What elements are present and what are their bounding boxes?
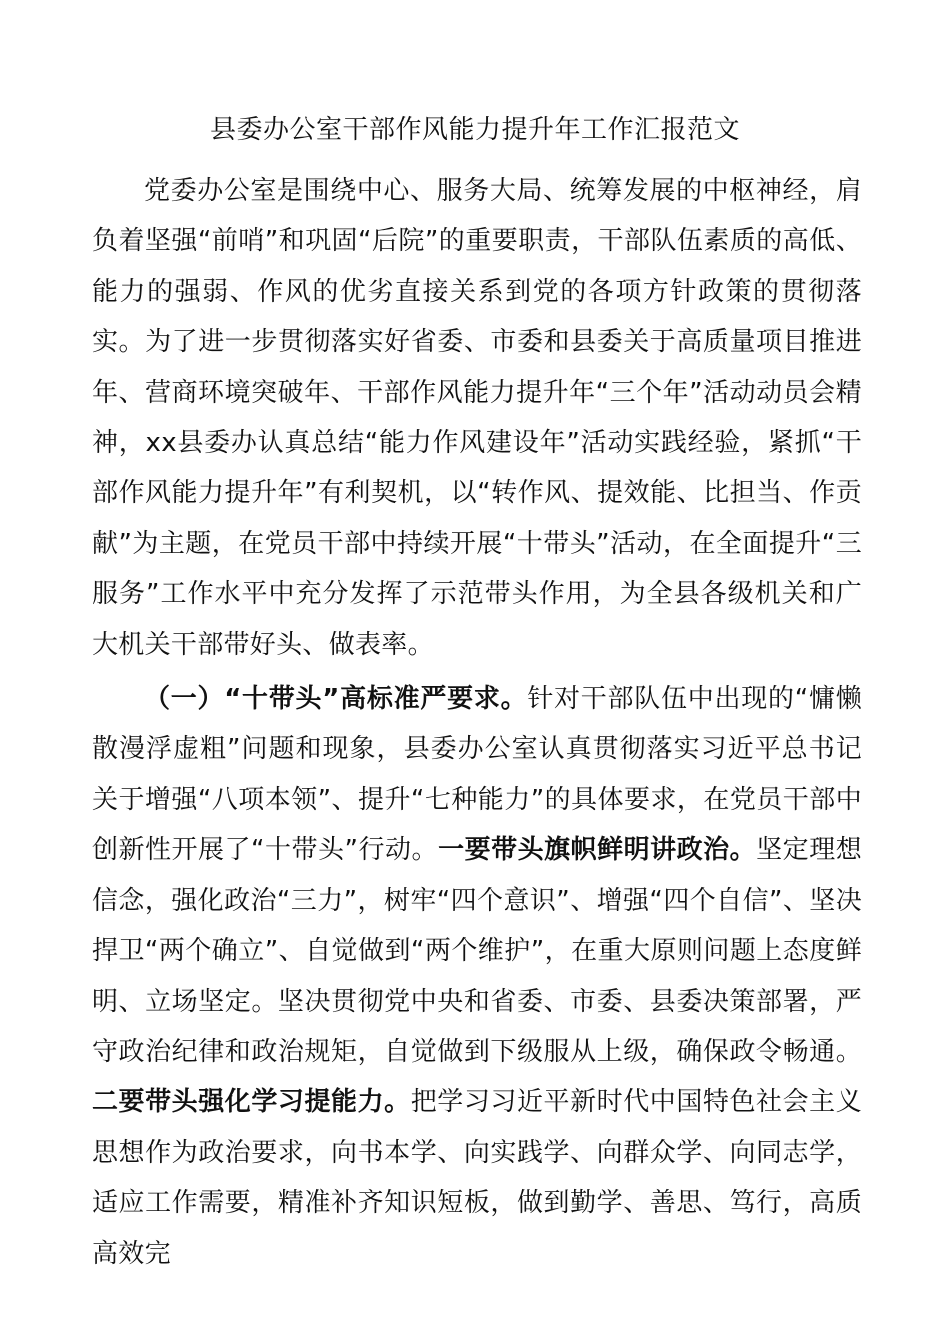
point-one-heading: 一要带头旗帜鲜明讲政治。 [438, 835, 757, 866]
point-one-text: 坚定理想信念，强化政治“三力”，树牢“四个意识”、增强“四个自信”、坚决捍卫“两个确立”、自觉做到“两个维护”，在重大原则问题上态度鲜明、立场坚定。坚决贯彻党中央和省委、市委、县委决策部署，严守政治纪律和政治规矩，自觉做到下级服从上级，确保政令畅通。 [92, 835, 862, 1067]
paragraph-intro [92, 166, 862, 670]
paragraph-section-one [92, 674, 862, 1279]
section-heading: （一）“十带头”高标准严要求。 [144, 684, 528, 715]
section-text: 针对干部队伍中出现的“慵懒散漫浮虚粗”问题和现象，县委办公室认真贯彻落实习近平总书记关于增强“八项本领”、提升“七种能力”的具体要求，在党员干部中创新性开展了“十带头”行动。 [92, 684, 862, 866]
point-two-heading: 二要带头强化学习提能力。 [92, 1087, 411, 1118]
point-two-text: 把学习习近平新时代中国特色社会主义思想作为政治要求，向书本学、向实践学、向群众学、向同志学，适应工作需要，精准补齐知识短板，做到勤学、善思、笃行，高质高效完 [92, 1087, 862, 1269]
paragraph-intro-text: 党委办公室是围绕中心、服务大局、统筹发展的中枢神经，肩负着坚强“前哨”和巩固“后院”的重要职责，干部队伍素质的高低、能力的强弱、作风的优劣直接关系到党的各项方针政策的贯彻落实。为了进一步贯彻落实好省委、市委和县委关于高质量项目推进年、营商环境突破年、干部作风能力提升年“三个年”活动动员会精神，xx县委办认真总结“能力作风建设年”活动实践经验，紧抓“干部作风能力提升年”有利契机，以“转作风、提效能、比担当、作贡献”为主题，在党员干部中持续开展“十带头”活动，在全面提升“三服务”工作水平中充分发挥了示范带头作用，为全县各级机关和广大机关干部带好头、做表率。 [92, 176, 862, 660]
document-title: 县委办公室干部作风能力提升年工作汇报范文 [209, 115, 740, 145]
document-body [92, 166, 862, 1279]
